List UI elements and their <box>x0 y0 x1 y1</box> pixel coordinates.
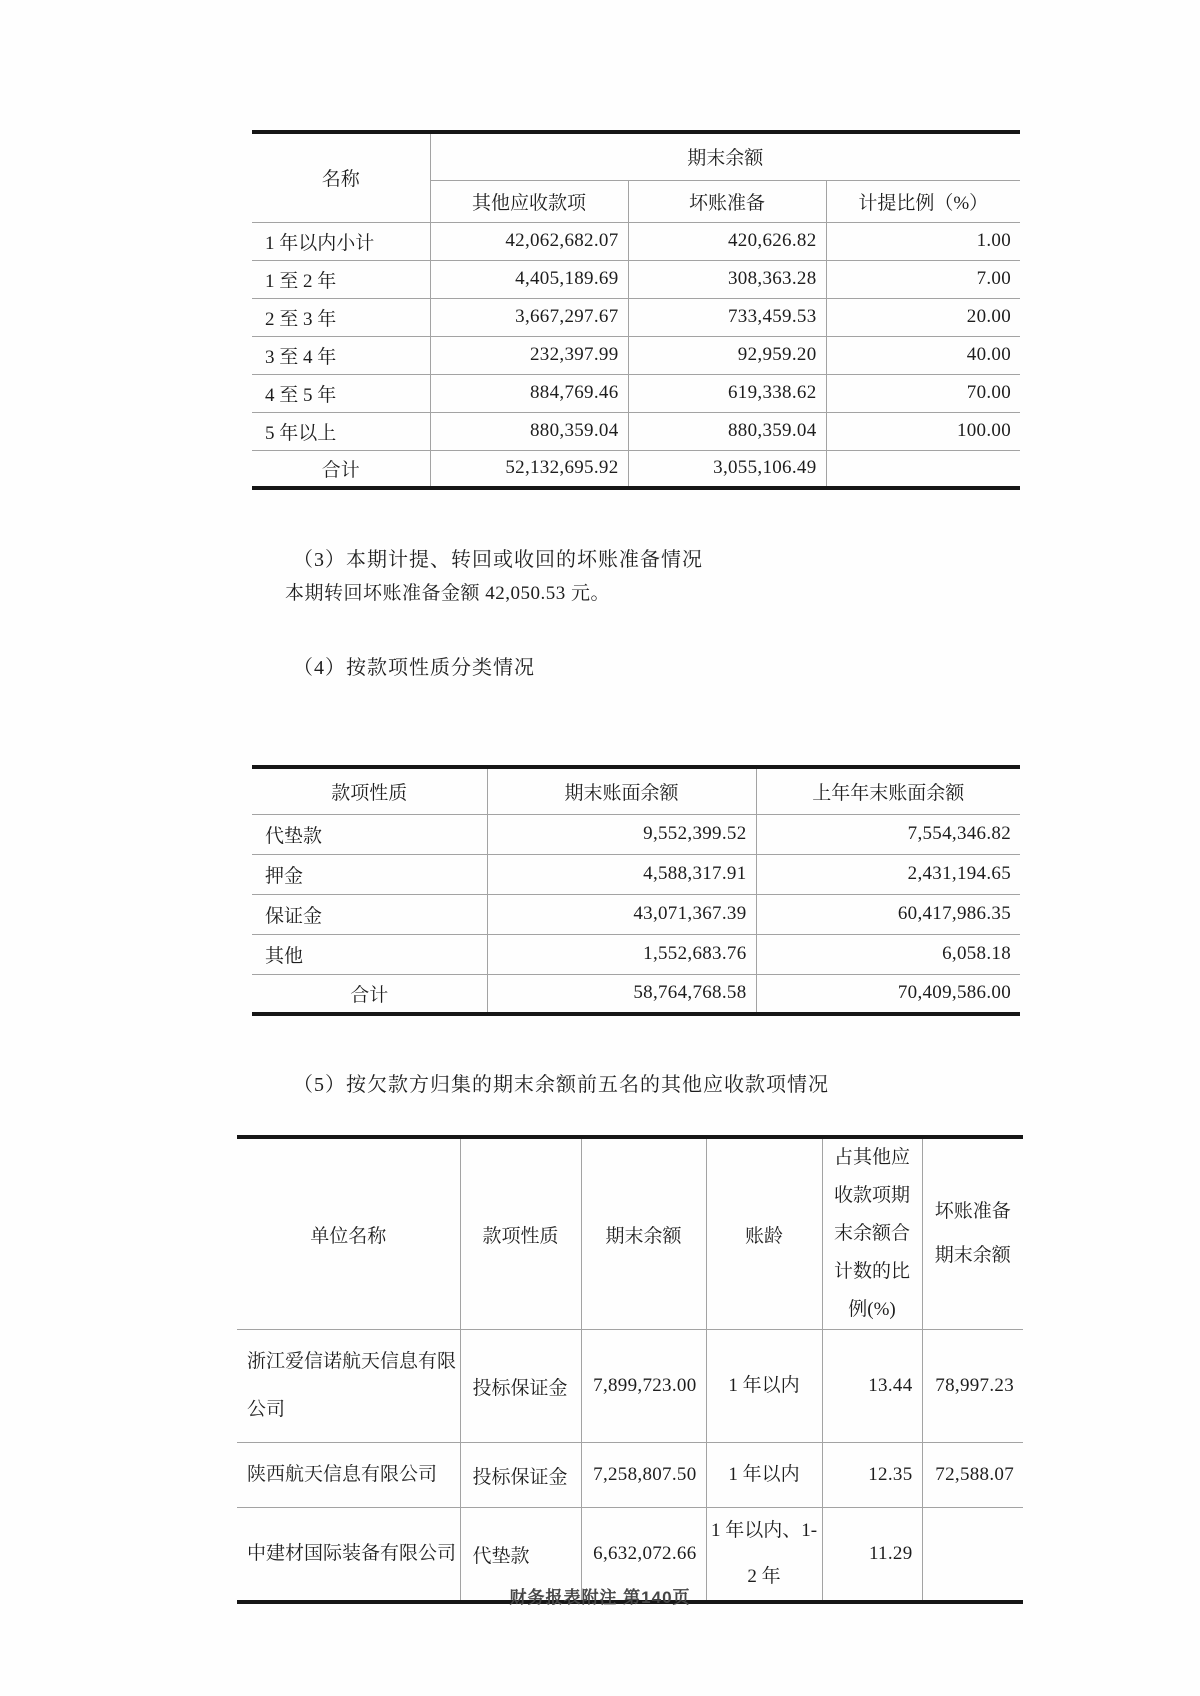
cell-ratio: 13.44 <box>822 1330 922 1443</box>
section-5-heading: （5）按欠款方归集的期末余额前五名的其他应收款项情况 <box>293 1074 829 1096</box>
cell-ratio: 7.00 <box>826 260 1020 298</box>
total-receivable: 52,132,695.92 <box>430 450 628 488</box>
table-row <box>252 814 1020 854</box>
total-provision: 3,055,106.49 <box>628 450 826 488</box>
section-4-heading: （4）按款项性质分类情况 <box>293 657 535 679</box>
page-footer: 财务报表附注 第140页 <box>509 1588 691 1607</box>
table-row <box>252 894 1020 934</box>
cell-ratio: 100.00 <box>826 412 1020 450</box>
row-label: 其他 <box>265 945 304 967</box>
cell-provision: 619,338.62 <box>628 374 826 412</box>
column-header-nature: 款项性质 <box>460 1137 581 1330</box>
column-header-name: 名称 <box>321 169 360 191</box>
row-label: 4 至 5 年 <box>265 384 337 406</box>
row-label: 1 年以内小计 <box>265 232 375 254</box>
cell-provision: 733,459.53 <box>628 298 826 336</box>
cell-company: 中建材国际装备有限公司 <box>247 1543 457 1564</box>
table-total-row <box>252 974 1020 1014</box>
cell-nature: 投标保证金 <box>460 1443 581 1508</box>
table-row <box>252 934 1020 974</box>
total-label: 合计 <box>350 984 389 1006</box>
table-row <box>237 1137 1023 1330</box>
aging-analysis-table-wrapper <box>252 130 1020 490</box>
cell-ratio: 40.00 <box>826 336 1020 374</box>
aging-analysis-table <box>252 130 1020 490</box>
table-row <box>252 412 1020 450</box>
table-row <box>252 336 1020 374</box>
cell-provision: 420,626.82 <box>628 222 826 260</box>
row-label: 1 至 2 年 <box>265 270 337 292</box>
cell-ending-balance: 7,899,723.00 <box>581 1330 706 1443</box>
cell-provision: 308,363.28 <box>628 260 826 298</box>
column-header-ending-balance: 期末余额 <box>581 1137 706 1330</box>
table-row <box>252 132 1020 180</box>
nature-classification-table-wrapper <box>252 765 1020 1016</box>
row-label: 2 至 3 年 <box>265 308 337 330</box>
cell-ending-balance: 9,552,399.52 <box>487 814 756 854</box>
column-header-ending-balance-group: 期末余额 <box>430 132 1020 180</box>
table-row <box>237 1443 1023 1508</box>
cell-nature: 投标保证金 <box>460 1330 581 1443</box>
table-row <box>252 260 1020 298</box>
cell-ending-balance: 4,588,317.91 <box>487 854 756 894</box>
top5-debtors-table-wrapper <box>237 1135 1023 1604</box>
nature-classification-table <box>252 765 1020 1016</box>
cell-ending-balance: 6,632,072.66 <box>581 1508 706 1603</box>
cell-nature: 代垫款 <box>460 1508 581 1603</box>
nature-table-header <box>252 767 1020 814</box>
total-ending-balance: 58,764,768.58 <box>487 974 756 1014</box>
top5-table-header <box>237 1137 1023 1330</box>
cell-provision: 72,588.07 <box>922 1443 1023 1508</box>
cell-provision: 880,359.04 <box>628 412 826 450</box>
cell-receivable: 884,769.46 <box>430 374 628 412</box>
cell-ending-balance: 7,258,807.50 <box>581 1443 706 1508</box>
cell-receivable: 4,405,189.69 <box>430 260 628 298</box>
column-header-nature: 款项性质 <box>331 782 408 804</box>
column-header-other-receivables: 其他应收款项 <box>430 180 628 222</box>
row-label: 5 年以上 <box>265 422 337 444</box>
section-3-heading: （3）本期计提、转回或收回的坏账准备情况 <box>293 549 703 571</box>
column-header-bad-debt-provision: 坏账准备 <box>628 180 826 222</box>
row-label: 保证金 <box>265 905 323 927</box>
table-row <box>252 767 1020 814</box>
table-total-row <box>252 450 1020 488</box>
cell-prior-balance: 6,058.18 <box>756 934 1020 974</box>
cell-prior-balance: 60,417,986.35 <box>756 894 1020 934</box>
total-ratio <box>826 450 1020 488</box>
table-row <box>252 222 1020 260</box>
cell-aging: 1 年以内、1-2 年 <box>706 1508 822 1603</box>
row-label: 押金 <box>265 865 304 887</box>
cell-receivable: 3,667,297.67 <box>430 298 628 336</box>
cell-provision: 92,959.20 <box>628 336 826 374</box>
table-row <box>252 374 1020 412</box>
cell-ratio: 1.00 <box>826 222 1020 260</box>
cell-receivable: 232,397.99 <box>430 336 628 374</box>
cell-company: 陕西航天信息有限公司 <box>247 1464 438 1485</box>
cell-ending-balance: 1,552,683.76 <box>487 934 756 974</box>
cell-ratio: 70.00 <box>826 374 1020 412</box>
cell-prior-balance: 7,554,346.82 <box>756 814 1020 854</box>
column-header-ending-book-balance: 期末账面余额 <box>487 767 756 814</box>
column-header-ratio: 占其他应收款项期末余额合计数的比例(%) <box>822 1137 922 1330</box>
row-label: 3 至 4 年 <box>265 346 337 368</box>
cell-company: 浙江爱信诺航天信息有限公司 <box>247 1351 457 1420</box>
cell-ending-balance: 43,071,367.39 <box>487 894 756 934</box>
cell-aging: 1 年以内 <box>706 1330 822 1443</box>
aging-table-header <box>252 132 1020 222</box>
column-header-provision-ratio: 计提比例（%） <box>826 180 1020 222</box>
column-header-company: 单位名称 <box>310 1225 387 1247</box>
cell-provision: 78,997.23 <box>922 1330 1023 1443</box>
column-header-aging: 账龄 <box>706 1137 822 1330</box>
row-label: 代垫款 <box>265 825 323 847</box>
column-header-provision: 坏账准备期末余额 <box>922 1137 1023 1330</box>
cell-ratio: 11.29 <box>822 1508 922 1603</box>
total-prior-balance: 70,409,586.00 <box>756 974 1020 1014</box>
table-row <box>252 298 1020 336</box>
cell-ratio: 20.00 <box>826 298 1020 336</box>
cell-ratio: 12.35 <box>822 1443 922 1508</box>
section-3-body: 本期转回坏账准备金额 42,050.53 元。 <box>285 583 611 604</box>
total-label: 合计 <box>321 459 360 481</box>
table-row <box>252 854 1020 894</box>
cell-receivable: 880,359.04 <box>430 412 628 450</box>
top5-debtors-table <box>237 1135 1023 1604</box>
cell-receivable: 42,062,682.07 <box>430 222 628 260</box>
cell-prior-balance: 2,431,194.65 <box>756 854 1020 894</box>
cell-aging: 1 年以内 <box>706 1443 822 1508</box>
column-header-prior-year-balance: 上年年末账面余额 <box>756 767 1020 814</box>
table-row <box>237 1330 1023 1443</box>
